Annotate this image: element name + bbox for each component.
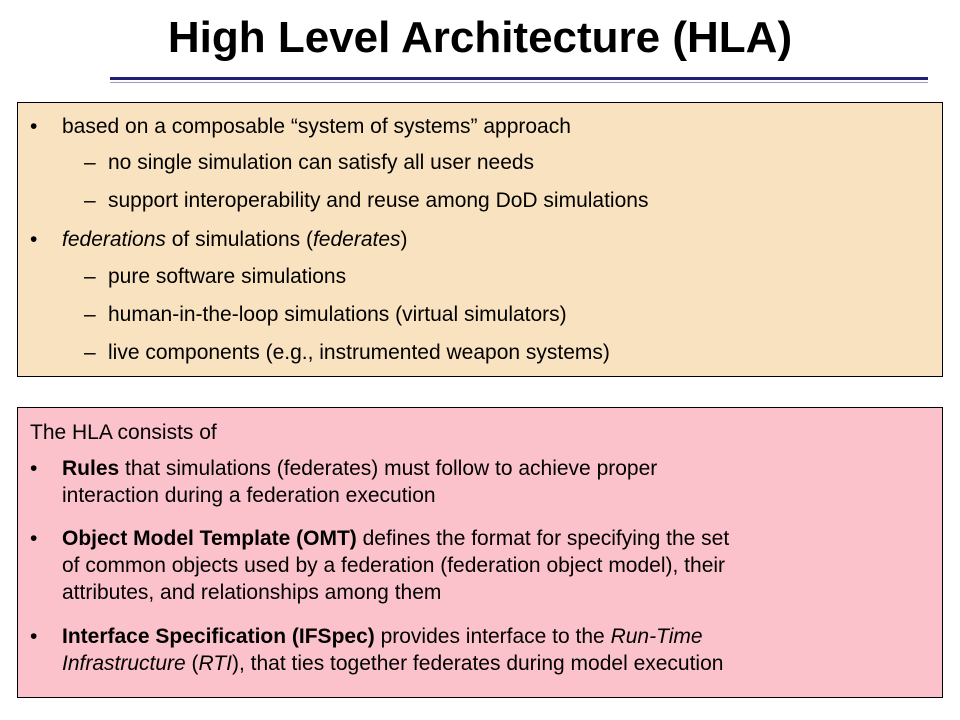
bullet-marker: • bbox=[30, 457, 38, 480]
bullet-marker: • bbox=[30, 625, 38, 648]
term-federates: federates bbox=[312, 228, 401, 251]
dash-marker: – bbox=[84, 303, 96, 326]
ifspec-line-2 bbox=[62, 651, 723, 677]
omt-line-2: of common objects used by a federation (federation object model), their bbox=[62, 554, 726, 577]
text-of-simulations: of simulations ( bbox=[165, 228, 313, 251]
sub-no-single-simulation: no single simulation can satisfy all user needs bbox=[108, 151, 535, 174]
dash-marker: – bbox=[84, 265, 96, 288]
rules-text: that simulations (federates) must follow to achieve proper bbox=[119, 457, 658, 480]
title-underline-shadow bbox=[110, 82, 928, 83]
sub-interoperability: support interoperability and reuse among DoD simulations bbox=[108, 189, 649, 212]
omt-line-1 bbox=[62, 526, 729, 552]
sub-live-components: live components (e.g., instrumented weapon systems) bbox=[108, 341, 610, 364]
dash-marker: – bbox=[84, 151, 96, 174]
rules-line-2: interaction during a federation execution bbox=[62, 484, 436, 507]
intro-hla-consists: The HLA consists of bbox=[30, 421, 217, 444]
bullet-marker: • bbox=[30, 527, 38, 550]
bullet-composable-approach: based on a composable “system of systems” approach bbox=[62, 115, 571, 138]
term-ifspec: Interface Specification (IFSpec) bbox=[62, 625, 375, 648]
rules-line-1 bbox=[62, 456, 657, 482]
term-run-time: Run-Time bbox=[610, 625, 703, 648]
term-omt: Object Model Template (OMT) bbox=[62, 527, 357, 550]
bullet-marker: • bbox=[30, 115, 38, 138]
ifspec-text-a: provides interface to the bbox=[374, 625, 611, 648]
text-close-paren: ) bbox=[400, 228, 408, 251]
ifspec-paren-open: ( bbox=[185, 652, 199, 675]
bullet-federations bbox=[62, 227, 408, 253]
slide-title: High Level Architecture (HLA) bbox=[167, 13, 793, 62]
term-rti: RTI bbox=[198, 652, 232, 675]
term-infrastructure: Infrastructure bbox=[62, 652, 186, 675]
dash-marker: – bbox=[84, 341, 96, 364]
dash-marker: – bbox=[84, 189, 96, 212]
bullet-marker: • bbox=[30, 228, 38, 251]
omt-line-3: attributes, and relationships among them bbox=[62, 581, 442, 604]
ifspec-line-1 bbox=[62, 624, 703, 650]
sub-pure-software: pure software simulations bbox=[108, 265, 347, 288]
omt-text: defines the format for specifying the set bbox=[356, 527, 730, 550]
hla-components-box bbox=[17, 407, 943, 698]
hla-basis-box bbox=[17, 102, 943, 377]
ifspec-text-b: ), that ties together federates during model execution bbox=[232, 652, 724, 675]
term-rules: Rules bbox=[62, 457, 120, 480]
term-federations: federations bbox=[62, 228, 166, 251]
sub-human-in-the-loop: human-in-the-loop simulations (virtual simulators) bbox=[108, 303, 567, 326]
title-underline bbox=[110, 77, 928, 80]
